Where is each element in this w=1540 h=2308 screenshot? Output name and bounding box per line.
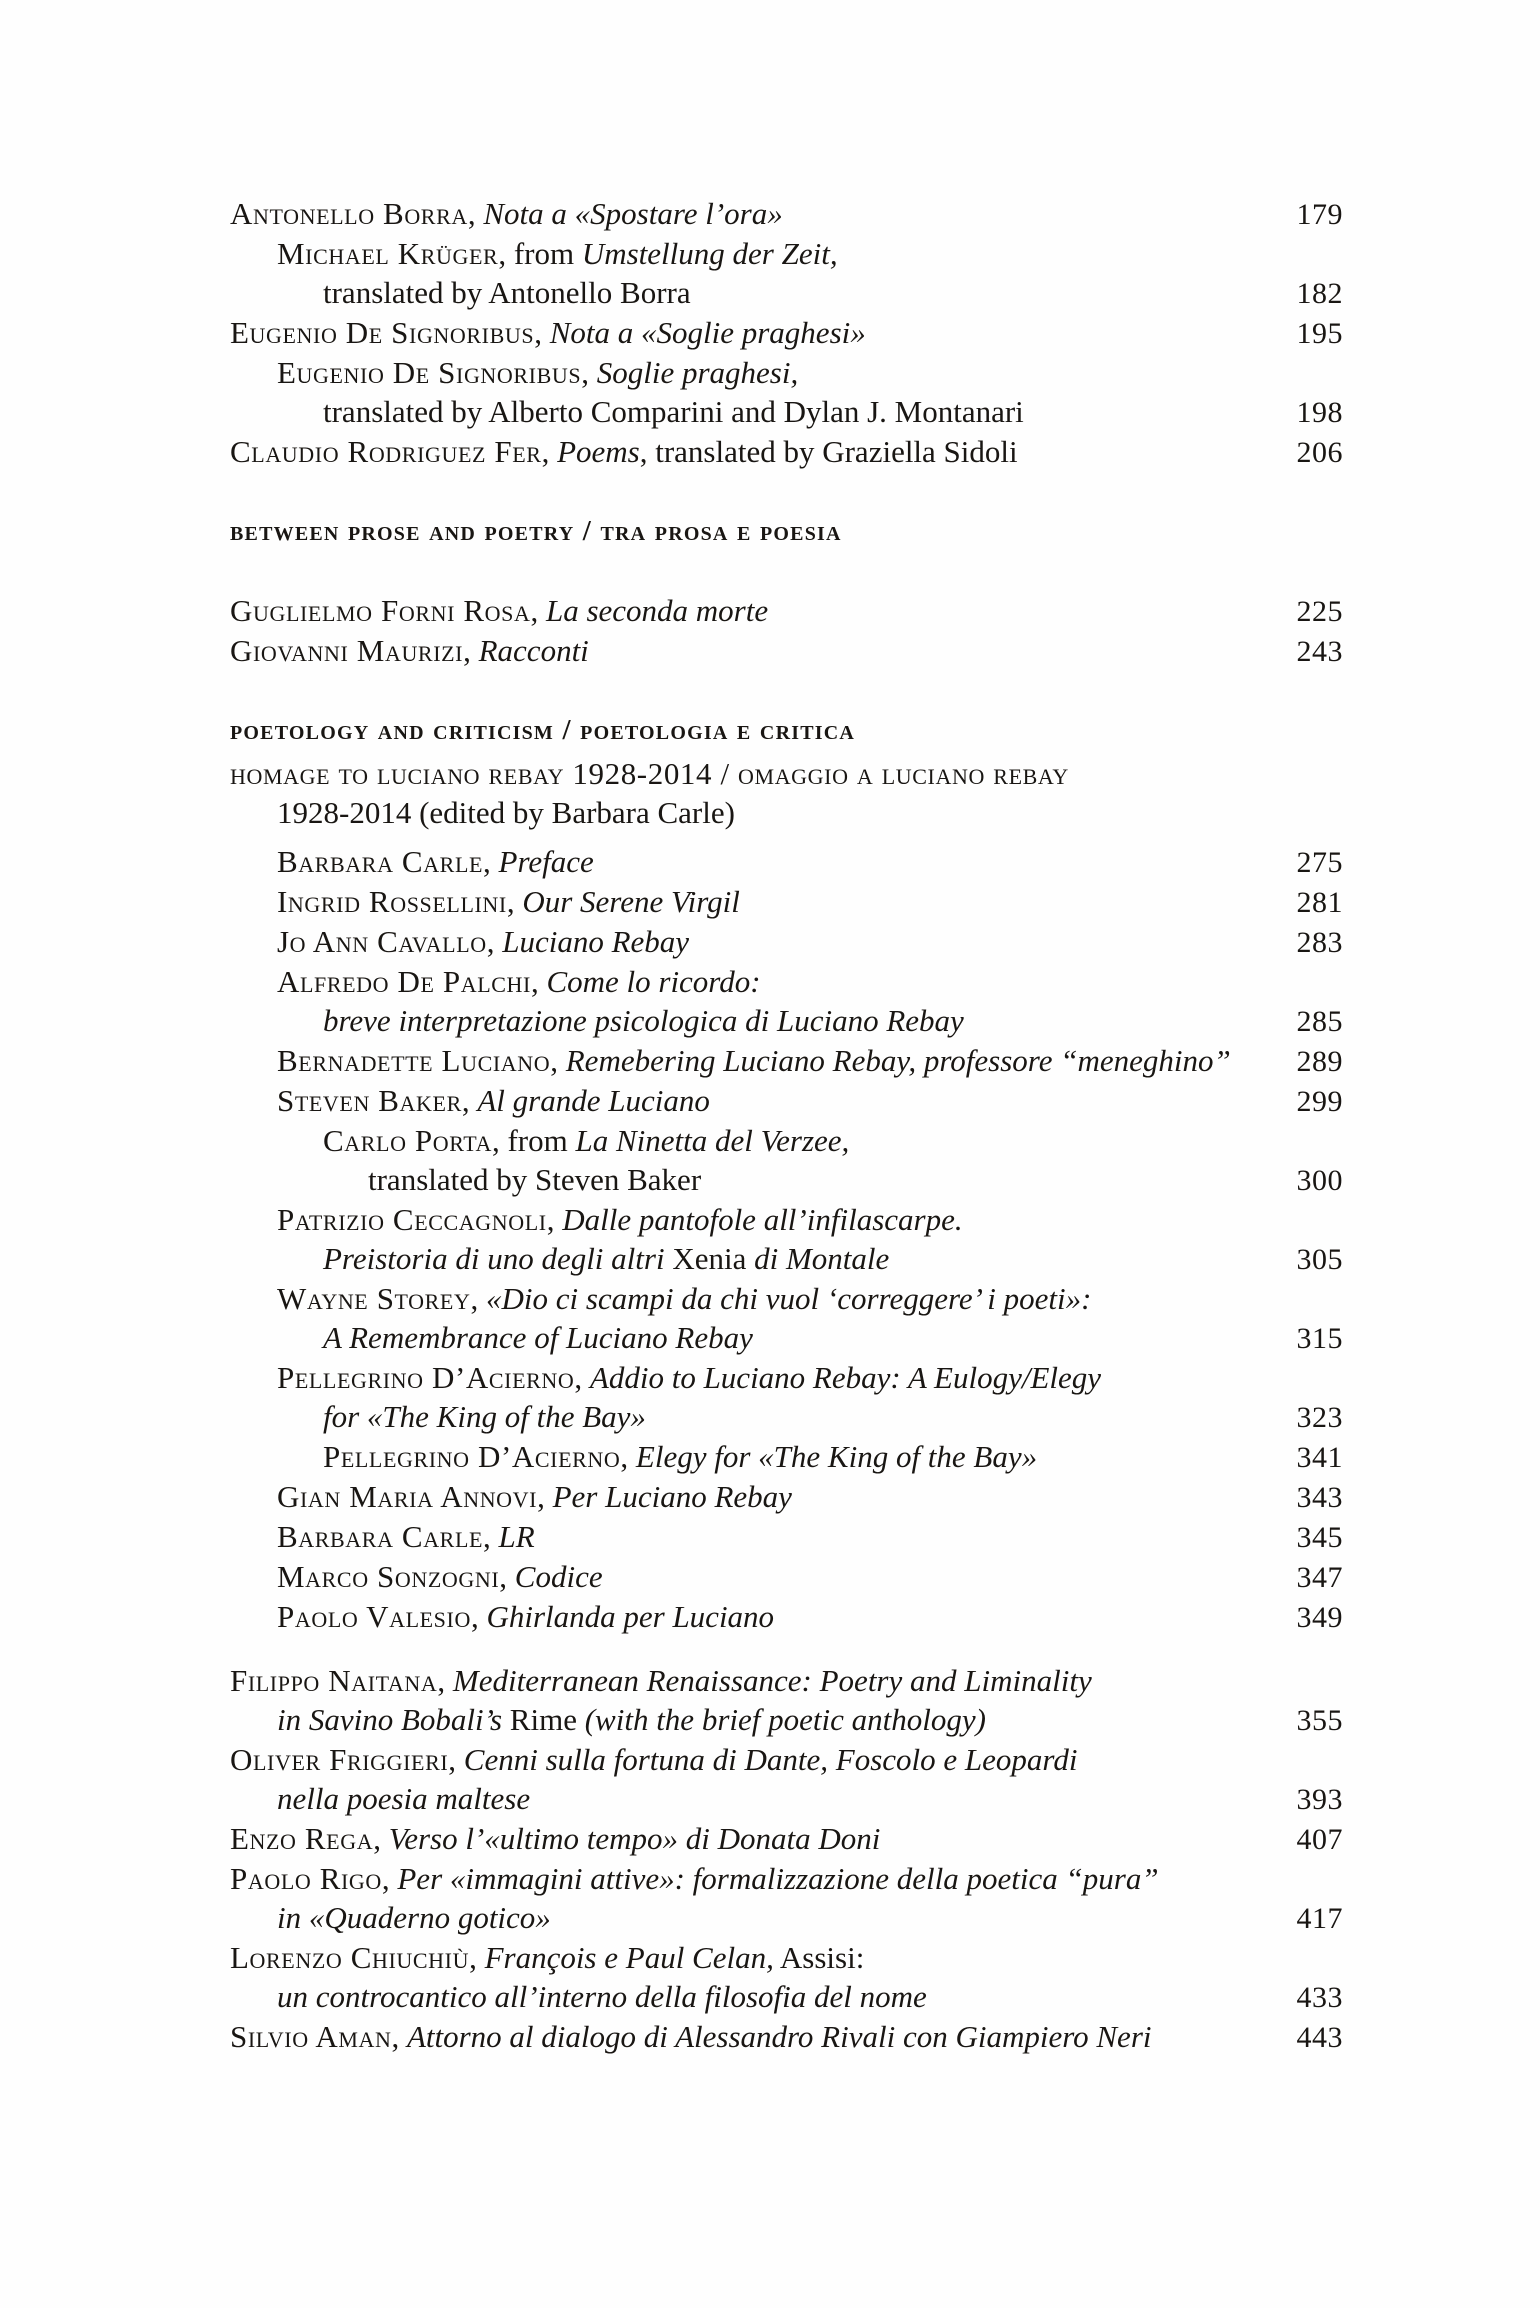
- toc-entry: [230, 1477, 1343, 1517]
- page-number: 349: [1296, 1601, 1343, 1634]
- entry-text: [230, 194, 783, 233]
- page-number: 323: [1296, 1401, 1343, 1434]
- toc-entry: [230, 1597, 1343, 1637]
- section-heading: [230, 711, 1343, 750]
- work-title: Ghirlanda per Luciano: [486, 1599, 775, 1634]
- text-segment: ,: [546, 1202, 563, 1237]
- entry-text: [277, 1358, 1101, 1397]
- entry-text: [277, 1041, 1231, 1080]
- page-number: 355: [1296, 1704, 1343, 1737]
- toc-entry: [230, 1557, 1343, 1597]
- text-segment: ,: [506, 884, 523, 919]
- page-number: 315: [1296, 1322, 1343, 1355]
- table-of-contents: [230, 194, 1343, 2057]
- work-title: Umstellung der Zeit,: [581, 236, 838, 271]
- author-name: Lorenzo Chiuchiù: [230, 1940, 470, 1975]
- toc-entry: [230, 194, 1343, 234]
- work-title: nella poesia maltese: [277, 1781, 531, 1816]
- entry-text: [277, 1779, 530, 1818]
- author-name: Patrizio Ceccagnoli: [277, 1202, 547, 1237]
- author-name: between prose and poetry / tra prosa e poesia: [230, 515, 842, 547]
- author-name: Jo Ann Cavallo: [277, 924, 487, 959]
- page-number: 305: [1296, 1243, 1343, 1276]
- text-segment: ,: [530, 593, 546, 628]
- text-segment: ,: [541, 434, 558, 469]
- entry-text: [277, 962, 761, 1001]
- toc-entry: [230, 882, 1343, 922]
- entry-text: [277, 793, 735, 832]
- entry-text: [323, 1397, 646, 1436]
- work-title: Nota a «Spostare l’ora»: [483, 196, 783, 231]
- text-segment: ,: [486, 924, 503, 959]
- toc-entry: [230, 1740, 1343, 1779]
- toc-entry: [230, 1661, 1343, 1700]
- text-segment: ,: [530, 964, 547, 999]
- entry-text: [230, 1661, 1092, 1700]
- page-number: 198: [1296, 396, 1343, 429]
- text-segment: ,: [534, 315, 550, 350]
- page-number: 206: [1296, 436, 1343, 469]
- toc-entry: [230, 922, 1343, 962]
- toc-entry: [230, 1779, 1343, 1819]
- page-number: 433: [1296, 1981, 1343, 2014]
- entry-text: [277, 1898, 551, 1937]
- work-title: Poems: [557, 434, 640, 469]
- text-segment: ,: [550, 1043, 566, 1078]
- text-segment: translated by Antonello Borra: [323, 275, 691, 310]
- text-segment: ,: [483, 1519, 499, 1554]
- entry-text: [277, 1557, 603, 1596]
- entry-text: [230, 1938, 864, 1977]
- author-name: Steven Baker: [277, 1083, 462, 1118]
- author-name: Carlo Porta: [323, 1123, 492, 1158]
- entry-text: [277, 1477, 792, 1516]
- text-segment: Assisi:: [773, 1940, 865, 1975]
- text-segment: Rime: [509, 1702, 577, 1737]
- text-segment: ,: [499, 1559, 515, 1594]
- toc-entry: [230, 1121, 1343, 1160]
- author-name: Silvio Aman: [230, 2019, 392, 2054]
- work-title: breve interpretazione psicologica di Luciano Rebay: [323, 1003, 964, 1038]
- work-title: Attorno al dialogo di Alessandro Rivali con Giampiero Neri: [406, 2019, 1152, 2054]
- toc-entry: [230, 392, 1343, 432]
- author-name: Enzo Rega: [230, 1821, 374, 1856]
- work-title: Remebering Luciano Rebay, professore “meneghino”: [565, 1043, 1231, 1078]
- toc-entry: [230, 842, 1343, 882]
- page-number: 300: [1296, 1164, 1343, 1197]
- work-title: Soglie praghesi,: [596, 355, 799, 390]
- entry-text: [230, 591, 768, 630]
- page-number: 443: [1296, 2021, 1343, 2054]
- work-title: A Remembrance of Luciano Rebay: [323, 1320, 753, 1355]
- text-segment: , translated by Graziella Sidoli: [639, 434, 1018, 469]
- page-number: 299: [1296, 1085, 1343, 1118]
- text-segment: ,: [463, 633, 479, 668]
- entry-text: [230, 512, 842, 551]
- entry-text: [277, 1517, 535, 1556]
- page-number: 407: [1296, 1823, 1343, 1856]
- entry-text: [230, 754, 1069, 793]
- author-name: poetology and criticism / poetologia e critica: [230, 714, 855, 746]
- toc-entry: [230, 1938, 1343, 1977]
- toc-entry: [230, 1160, 1343, 1200]
- entry-text: [230, 313, 866, 352]
- entry-text: [277, 1200, 963, 1239]
- toc-entry: [230, 962, 1343, 1001]
- author-name: Gian Maria Annovi: [277, 1479, 538, 1514]
- toc-entry: [230, 1041, 1343, 1081]
- text-segment: ,: [467, 196, 484, 231]
- entry-text: [277, 1081, 710, 1120]
- author-name: Guglielmo Forni Rosa: [230, 593, 531, 628]
- page-number: 225: [1296, 595, 1343, 628]
- author-name: Barbara Carle: [277, 844, 484, 879]
- text-segment: ,: [373, 1821, 389, 1856]
- page-number: 195: [1296, 317, 1343, 350]
- text-segment: ,: [391, 2019, 407, 2054]
- entry-text: [323, 1437, 1037, 1476]
- work-title: Preface: [498, 844, 594, 879]
- entry-text: [277, 1279, 1091, 1318]
- work-title: in «Quaderno gotico»: [277, 1900, 551, 1935]
- work-title: LR: [498, 1519, 535, 1554]
- work-title: La Ninetta del Verzee,: [575, 1123, 850, 1158]
- toc-entry: [230, 793, 1343, 832]
- work-title: Luciano Rebay: [502, 924, 690, 959]
- toc-entry: [230, 1358, 1343, 1397]
- text-segment: translated by Alberto Comparini and Dylan J. Montanari: [323, 394, 1024, 429]
- toc-entry: [230, 1898, 1343, 1938]
- entry-text: [277, 353, 798, 392]
- toc-entry: [230, 432, 1343, 472]
- entry-text: [230, 1859, 1159, 1898]
- text-segment: ,: [620, 1439, 636, 1474]
- text-segment: ,: [461, 1083, 478, 1118]
- toc-entry: [230, 754, 1343, 793]
- toc-entry: [230, 1977, 1343, 2017]
- text-segment: ,: [483, 844, 499, 879]
- entry-text: [368, 1160, 701, 1199]
- work-title: Nota a «Soglie praghesi»: [549, 315, 866, 350]
- text-segment: Xenia: [672, 1241, 747, 1276]
- entry-text: [323, 273, 691, 312]
- entry-text: [323, 1239, 889, 1278]
- page-number: 243: [1296, 635, 1343, 668]
- entry-text: [323, 1001, 964, 1040]
- entry-text: [277, 234, 838, 273]
- work-title: (with the brief poetic anthology): [576, 1702, 986, 1737]
- toc-entry: [230, 1279, 1343, 1318]
- entry-text: [230, 432, 1018, 471]
- toc-entry: [230, 591, 1343, 631]
- page-number: 285: [1296, 1005, 1343, 1038]
- toc-entry: [230, 631, 1343, 671]
- author-name: Barbara Carle: [277, 1519, 484, 1554]
- toc-entry: [230, 1001, 1343, 1041]
- toc-entry: [230, 1397, 1343, 1437]
- entry-text: [230, 711, 855, 750]
- author-name: homage to luciano rebay 1928-2014 / omaggio a luciano rebay: [230, 756, 1069, 791]
- toc-entry: [230, 1517, 1343, 1557]
- work-title: Al grande Luciano: [477, 1083, 710, 1118]
- page-number: 182: [1296, 277, 1343, 310]
- author-name: Alfredo De Palchi: [277, 964, 531, 999]
- text-segment: ,: [437, 1663, 453, 1698]
- entry-text: [323, 1318, 753, 1357]
- toc-entry: [230, 313, 1343, 353]
- work-title: for «The King of the Bay»: [323, 1399, 646, 1434]
- text-segment: ,: [470, 1599, 487, 1634]
- page-number: 341: [1296, 1441, 1343, 1474]
- text-segment: translated by Steven Baker: [368, 1162, 702, 1197]
- work-title: Per Luciano Rebay: [552, 1479, 792, 1514]
- author-name: Antonello Borra: [230, 196, 468, 231]
- entry-text: [277, 1700, 986, 1739]
- toc-entry: [230, 1081, 1343, 1121]
- author-name: Eugenio De Signoribus: [277, 355, 582, 390]
- work-title: Mediterranean Renaissance: Poetry and Liminality: [452, 1663, 1092, 1698]
- page-number: 289: [1296, 1045, 1343, 1078]
- author-name: Paolo Valesio: [277, 1599, 471, 1634]
- author-name: Filippo Naitana: [230, 1663, 438, 1698]
- text-segment: ,: [381, 1861, 398, 1896]
- work-title: un controcantico all’interno della filosofia del nome: [277, 1979, 927, 2014]
- work-title: Elegy for «The King of the Bay»: [635, 1439, 1038, 1474]
- entry-text: [323, 392, 1024, 431]
- work-title: Our Serene Virgil: [522, 884, 740, 919]
- section-heading: [230, 512, 1343, 551]
- text-segment: ,: [448, 1742, 464, 1777]
- page-number: 283: [1296, 926, 1343, 959]
- page-number: 281: [1296, 886, 1343, 919]
- work-title: Come lo ricordo:: [546, 964, 761, 999]
- entry-text: [277, 922, 689, 961]
- author-name: Paolo Rigo: [230, 1861, 382, 1896]
- work-title: Cenni sulla fortuna di Dante, Foscolo e Leopardi: [463, 1742, 1078, 1777]
- entry-text: [277, 1977, 927, 2016]
- toc-entry: [230, 1318, 1343, 1358]
- author-name: Pellegrino D’Acierno: [323, 1439, 621, 1474]
- work-title: Racconti: [478, 633, 589, 668]
- text-segment: , from: [491, 1123, 576, 1158]
- entry-text: [323, 1121, 849, 1160]
- page-number: 347: [1296, 1561, 1343, 1594]
- entry-text: [277, 882, 740, 921]
- toc-entry: [230, 353, 1343, 392]
- work-title: Verso l’«ultimo tempo» di Donata Doni: [388, 1821, 881, 1856]
- text-segment: ,: [581, 355, 597, 390]
- text-segment: ,: [469, 1940, 485, 1975]
- author-name: Ingrid Rossellini: [277, 884, 507, 919]
- author-name: Oliver Friggieri: [230, 1742, 449, 1777]
- toc-entry: [230, 234, 1343, 273]
- entry-text: [277, 1597, 774, 1636]
- author-name: Bernadette Luciano: [277, 1043, 551, 1078]
- toc-entry: [230, 1200, 1343, 1239]
- text-segment: ,: [470, 1281, 486, 1316]
- work-title: Preistoria di uno degli altri: [323, 1241, 673, 1276]
- work-title: in Savino Bobali’s: [277, 1702, 510, 1737]
- author-name: Claudio Rodriguez Fer: [230, 434, 542, 469]
- work-title: La seconda morte: [545, 593, 769, 628]
- entry-text: [230, 631, 589, 670]
- toc-entry: [230, 1239, 1343, 1279]
- author-name: Giovanni Maurizi: [230, 633, 464, 668]
- entry-text: [277, 842, 594, 881]
- work-title: Per «immagini attive»: formalizzazione della poetica “pura”: [397, 1861, 1159, 1896]
- toc-entry: [230, 2017, 1343, 2057]
- author-name: Pellegrino D’Acierno: [277, 1360, 575, 1395]
- work-title: Addio to Luciano Rebay: A Eulogy/Elegy: [589, 1360, 1102, 1395]
- work-title: Codice: [514, 1559, 603, 1594]
- page-number: 417: [1296, 1902, 1343, 1935]
- text-segment: 1928-2014 (edited by Barbara Carle): [277, 795, 735, 830]
- author-name: Eugenio De Signoribus: [230, 315, 535, 350]
- entry-text: [230, 1740, 1077, 1779]
- page-number: 275: [1296, 846, 1343, 879]
- page-number: 393: [1296, 1783, 1343, 1816]
- author-name: Wayne Storey: [277, 1281, 471, 1316]
- page-number: 343: [1296, 1481, 1343, 1514]
- toc-entry: [230, 273, 1343, 313]
- page-number: 345: [1296, 1521, 1343, 1554]
- toc-entry: [230, 1700, 1343, 1740]
- toc-entry: [230, 1819, 1343, 1859]
- toc-entry: [230, 1437, 1343, 1477]
- toc-entry: [230, 1859, 1343, 1898]
- author-name: Michael Krüger: [277, 236, 499, 271]
- work-title: di Montale: [746, 1241, 890, 1276]
- work-title: François e Paul Celan,: [484, 1940, 774, 1975]
- page-number: 179: [1296, 198, 1343, 231]
- text-segment: ,: [574, 1360, 590, 1395]
- text-segment: ,: [537, 1479, 553, 1514]
- work-title: Dalle pantofole all’infilascarpe.: [562, 1202, 963, 1237]
- text-segment: , from: [498, 236, 582, 271]
- author-name: Marco Sonzogni: [277, 1559, 500, 1594]
- work-title: «Dio ci scampi da chi vuol ‘correggere’ i poeti»:: [485, 1281, 1092, 1316]
- entry-text: [230, 1819, 880, 1858]
- entry-text: [230, 2017, 1152, 2056]
